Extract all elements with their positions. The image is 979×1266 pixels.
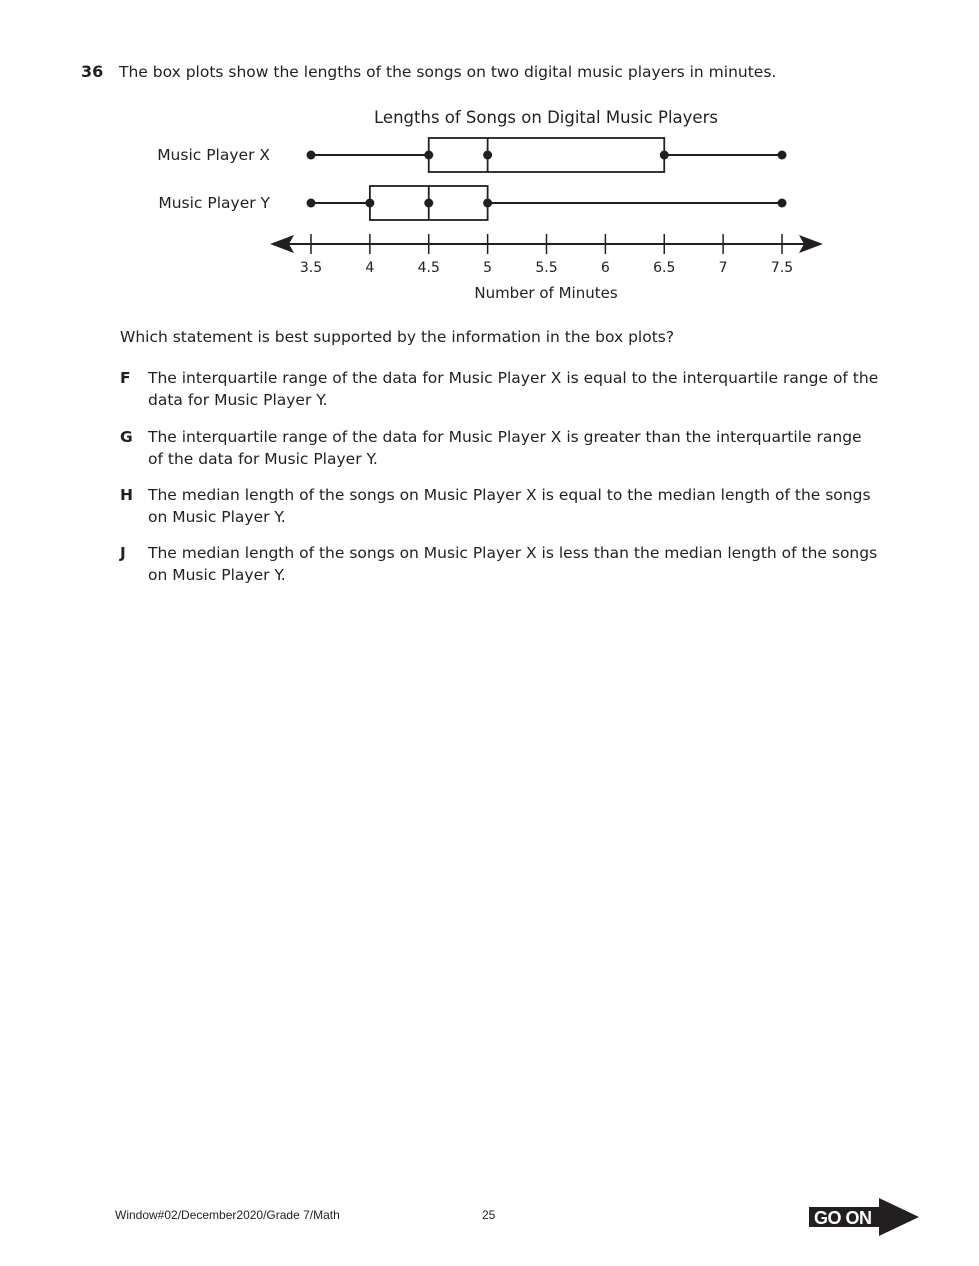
- chart-title: Lengths of Songs on Digital Music Players: [374, 108, 718, 127]
- q1-point: [424, 151, 433, 160]
- box-plot-player-x: [157, 138, 786, 172]
- median-point: [424, 199, 433, 208]
- series-label: Music Player X: [157, 146, 270, 164]
- choice-text: The median length of the songs on Music Player X is less than the median length of the songs on Music Player Y.: [148, 544, 878, 584]
- tick-label: 6: [600, 260, 610, 276]
- max-point: [778, 151, 787, 160]
- answer-choice-f[interactable]: [120, 367, 880, 411]
- tick-label: 6.5: [653, 260, 676, 276]
- tick-label: 4: [365, 260, 375, 276]
- go-on-label: GO ON: [814, 1208, 872, 1228]
- choice-text: The median length of the songs on Music Player X is equal to the median length of the songs on Music Player Y.: [148, 486, 871, 526]
- max-point: [778, 199, 787, 208]
- min-point: [307, 151, 316, 160]
- box-plot-player-y: [158, 186, 786, 220]
- choice-letter: H: [120, 486, 133, 504]
- question-number: 36: [81, 62, 104, 81]
- tick-label: 4.5: [417, 260, 440, 276]
- q1-point: [365, 199, 374, 208]
- choice-text: The interquartile range of the data for Music Player X is equal to the interquartile range of the data for Music Player Y.: [148, 369, 879, 409]
- answer-choice-j[interactable]: [120, 542, 880, 586]
- choice-letter: G: [120, 428, 133, 446]
- box-plot-chart: [0, 100, 979, 315]
- tick-label: 3.5: [299, 260, 323, 276]
- go-on-badge: [809, 1196, 921, 1238]
- footer-test-id: Window#02/December2020/Grade 7/Math: [115, 1208, 340, 1222]
- median-point: [483, 151, 492, 160]
- iqr-box: [429, 138, 665, 172]
- series-label: Music Player Y: [158, 194, 270, 212]
- choice-letter: J: [120, 544, 126, 562]
- page-number: 25: [482, 1208, 496, 1222]
- tick-label: 5: [483, 260, 493, 276]
- q3-point: [483, 199, 492, 208]
- tick-label: 7.5: [770, 260, 794, 276]
- choice-letter: F: [120, 369, 131, 387]
- question-stem: The box plots show the lengths of the songs on two digital music players in minutes.: [119, 63, 777, 81]
- choice-text: The interquartile range of the data for Music Player X is greater than the interquartile range of the data for Music Player Y.: [148, 428, 862, 468]
- question-prompt: Which statement is best supported by the information in the box plots?: [120, 328, 675, 346]
- tick-label: 7: [718, 260, 728, 276]
- x-axis-label: Number of Minutes: [474, 284, 618, 302]
- q3-point: [660, 151, 669, 160]
- answer-choice-h[interactable]: [120, 484, 880, 528]
- min-point: [307, 199, 316, 208]
- tick-label: 5.5: [535, 260, 558, 276]
- answer-choice-g[interactable]: [120, 426, 880, 470]
